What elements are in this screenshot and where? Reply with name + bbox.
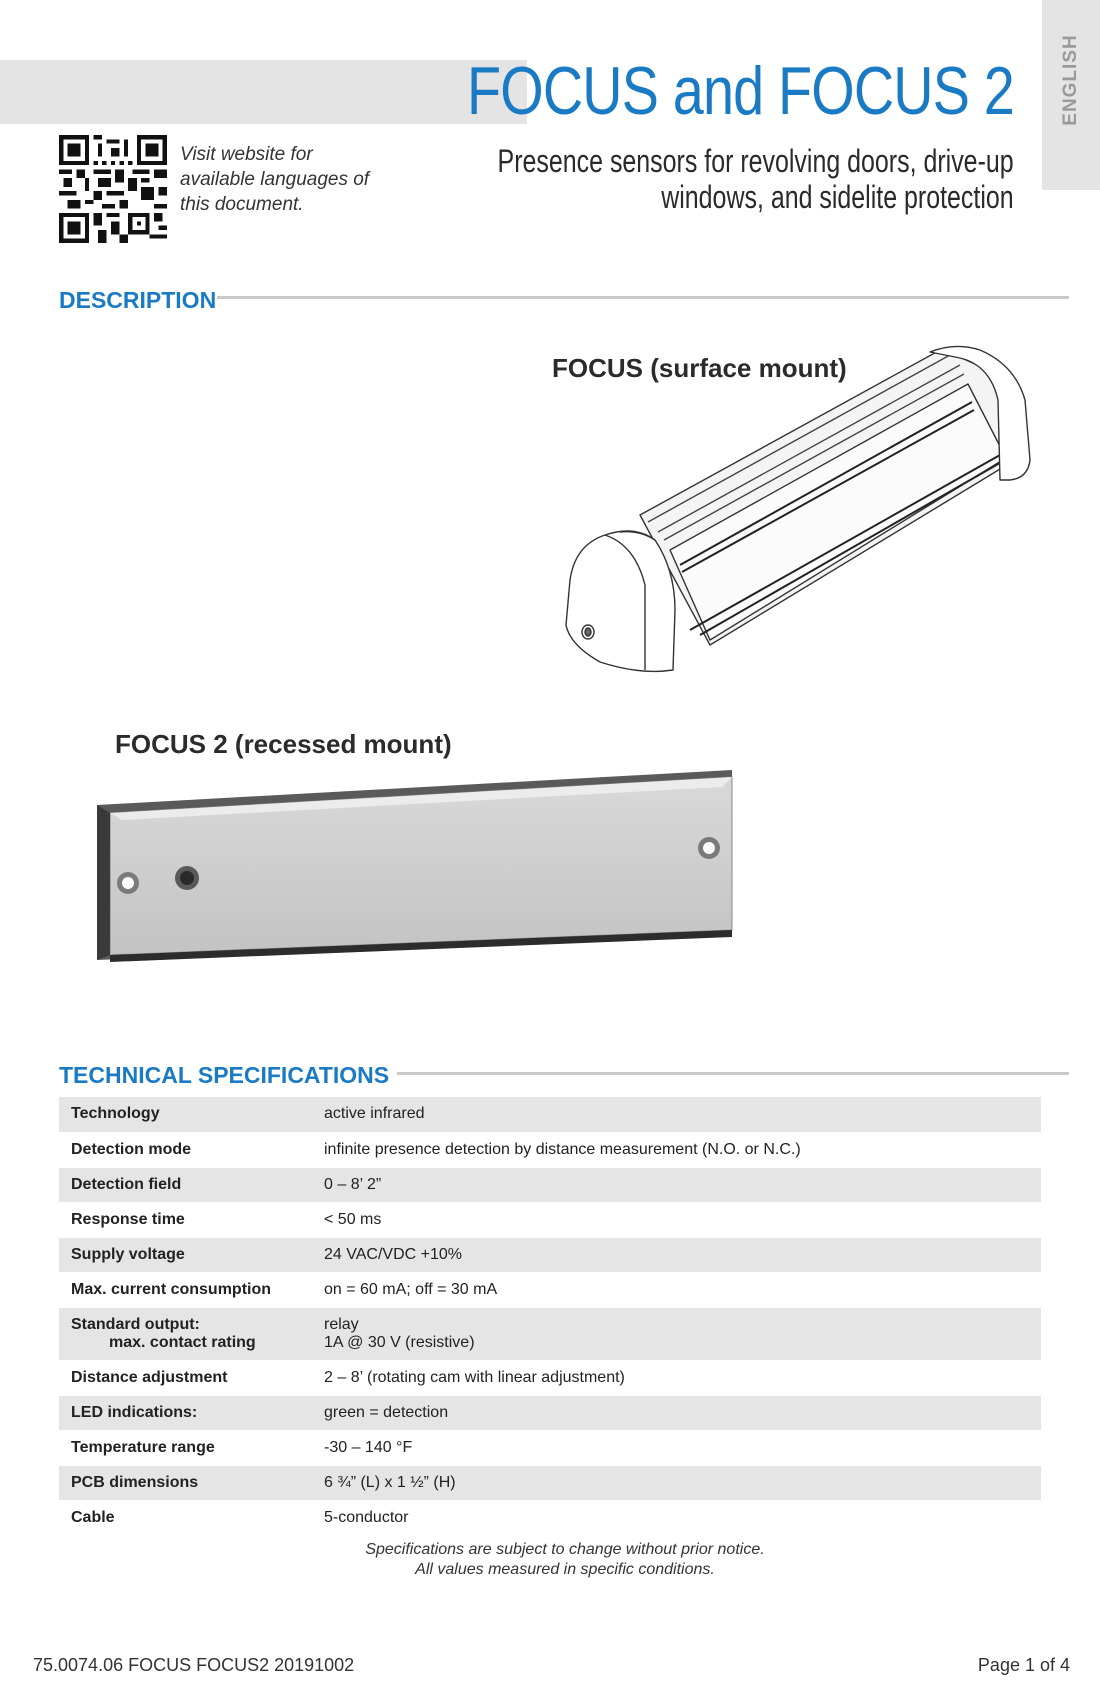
- specs-table: [59, 1097, 1041, 1536]
- focus2-recessed-mount-label: FOCUS 2 (recessed mount): [115, 729, 452, 759]
- table-row: [59, 1167, 1041, 1202]
- specs-disclaimer-line-2: All values measured in specific conditions.: [415, 1561, 715, 1578]
- document-code: 75.0074.06 FOCUS FOCUS2 20191002: [33, 1655, 355, 1675]
- table-row: [59, 1430, 1041, 1465]
- page-subtitle: [498, 143, 1014, 215]
- spec-key: Technology: [59, 1097, 312, 1132]
- focus2-recessed-mount-image: [92, 765, 742, 965]
- table-row: [59, 1202, 1041, 1237]
- qr-note-line-1: Visit website for: [180, 144, 313, 165]
- table-row: [59, 1272, 1041, 1307]
- spec-key-line-2: max. contact rating: [109, 1333, 256, 1351]
- spec-value: 6 ¾” (L) x 1 ½” (H): [312, 1465, 1041, 1500]
- spec-key: Supply voltage: [59, 1237, 312, 1272]
- subtitle-line-2: windows, and sidelite protection: [661, 179, 1014, 215]
- spec-value: on = 60 mA; off = 30 mA: [312, 1272, 1041, 1307]
- description-heading: DESCRIPTION: [59, 287, 217, 313]
- spec-key: LED indications:: [59, 1395, 312, 1430]
- specs-heading: TECHNICAL SPECIFICATIONS: [59, 1062, 390, 1088]
- specs-disclaimer: [0, 1540, 1100, 1580]
- spec-key: PCB dimensions: [59, 1465, 312, 1500]
- spec-value: green = detection: [312, 1395, 1041, 1430]
- qr-code-icon[interactable]: [59, 135, 167, 243]
- spec-key: Temperature range: [59, 1430, 312, 1465]
- spec-value: active infrared: [312, 1097, 1041, 1132]
- qr-note-line-2: available languages of: [180, 169, 370, 190]
- page-number: Page 1 of 4: [977, 1655, 1070, 1675]
- qr-note: [180, 142, 380, 217]
- spec-value: < 50 ms: [312, 1202, 1041, 1237]
- spec-value: 2 – 8’ (rotating cam with linear adjustment): [312, 1360, 1041, 1395]
- focus-surface-mount-image: [560, 340, 1040, 690]
- spec-value: infinite presence detection by distance measurement (N.O. or N.C.): [312, 1132, 1041, 1167]
- spec-key: Detection field: [59, 1167, 312, 1202]
- page-title: FOCUS and FOCUS 2: [467, 53, 1014, 129]
- spec-value-line-2: 1A @ 30 V (resistive): [324, 1333, 475, 1351]
- spec-key: Response time: [59, 1202, 312, 1237]
- focus-surface-mount-label: FOCUS (surface mount): [552, 353, 847, 383]
- table-row: [59, 1097, 1041, 1132]
- spec-key: Cable: [59, 1500, 312, 1535]
- spec-key-line-1: Standard output:: [71, 1315, 200, 1333]
- table-row: [59, 1132, 1041, 1167]
- description-rule: [217, 296, 1069, 299]
- spec-value: [312, 1307, 1041, 1360]
- specs-disclaimer-line-1: Specifications are subject to change without prior notice.: [365, 1541, 765, 1558]
- table-row: [59, 1237, 1041, 1272]
- spec-key: Distance adjustment: [59, 1360, 312, 1395]
- table-row: [59, 1465, 1041, 1500]
- table-row: [59, 1307, 1041, 1360]
- table-row: [59, 1395, 1041, 1430]
- header-band: [0, 60, 527, 124]
- spec-value: -30 – 140 °F: [312, 1430, 1041, 1465]
- spec-value: 24 VAC/VDC +10%: [312, 1237, 1041, 1272]
- table-row: [59, 1500, 1041, 1535]
- spec-key: Detection mode: [59, 1132, 312, 1167]
- spec-key: Max. current consumption: [59, 1272, 312, 1307]
- subtitle-line-1: Presence sensors for revolving doors, drive-up: [497, 143, 1014, 179]
- language-tab[interactable]: [1042, 0, 1100, 190]
- table-row: [59, 1360, 1041, 1395]
- spec-value: 0 – 8’ 2”: [312, 1167, 1041, 1202]
- spec-value-line-1: relay: [324, 1315, 359, 1333]
- qr-note-line-3: this document.: [180, 194, 304, 215]
- specs-rule: [397, 1072, 1069, 1075]
- spec-value: 5-conductor: [312, 1500, 1041, 1535]
- language-tab-label: ENGLISH: [1060, 34, 1081, 126]
- spec-key: [59, 1307, 312, 1360]
